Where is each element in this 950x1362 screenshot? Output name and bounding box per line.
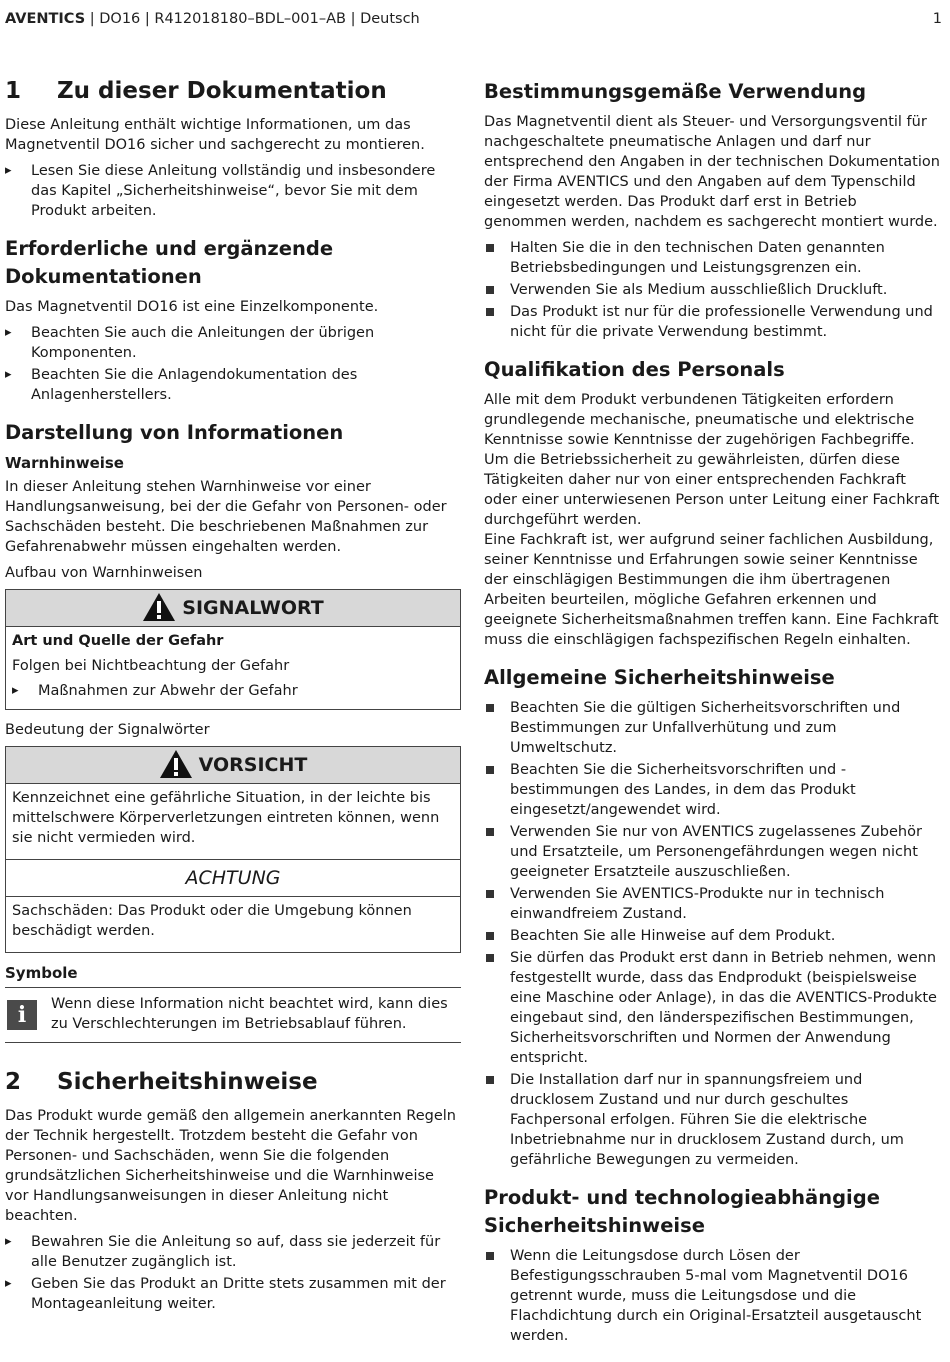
signalwort-line-1: Art und Quelle der Gefahr <box>12 633 224 649</box>
list-item: Wenn die Leitungsdose durch Lösen der Befestigungsschrauben 5-mal vom Magnetventil DO16 getrennt wurde, muss die Leitungsdose und die Flachdichtung durch ein Original-Ersatzteil ausgetauscht werden. <box>484 1246 942 1346</box>
list-item: ▸ Bewahren Sie die Anleitung so auf, dass sie jederzeit für alle Benutzer zugänglich ist. <box>5 1232 461 1272</box>
info-note <box>5 987 461 1043</box>
signalwort-list <box>12 681 454 701</box>
doc-heading: Erforderliche und ergänzende Dokumentationen <box>5 237 334 288</box>
vorsicht-text: Kennzeichnet eine gefährliche Situation, in der leichte bis mittelschwere Körperverletzungen eintreten können, wenn sie nicht vermieden wird. <box>12 790 440 846</box>
vorsicht-label: VORSICHT <box>198 754 308 776</box>
bv-heading: Bestimmungsgemäße Verwendung <box>484 80 867 103</box>
section-2-paragraph: Das Produkt wurde gemäß den allgemein anerkannten Regeln der Technik hergestellt. Trotzdem besteht die Gefahr von Personen- und Sachschäden, wenn Sie die folgenden grundsätzlichen Sicherheitshinweise und die Warnhinweise vor Handlungsanweisungen in dieser Anleitung nicht beachten. <box>5 1108 456 1224</box>
list-item: ▸ Beachten Sie die Anlagendokumentation des Anlagenherstellers. <box>5 365 461 405</box>
bv-list <box>484 238 942 342</box>
list-item: Beachten Sie die gültigen Sicherheitsvorschriften und Bestimmungen zur Unfallverhütung und zum Umweltschutz. <box>484 698 942 758</box>
list-item: Sie dürfen das Produkt erst dann in Betrieb nehmen, wenn festgestellt wurde, dass das Endprodukt (beispielsweise eine Maschine oder Anlage), in das die AVENTICS-Produkte eingebaut sind, den länderspezifischen Bestimmungen, Sicherheitsvorschriften und Normen der Anwendung entspricht. <box>484 948 942 1068</box>
allgemeine-heading: Allgemeine Sicherheitshinweise <box>484 666 835 689</box>
header-doc-info: | DO16 | R412018180–BDL–001–AB | Deutsch <box>85 11 420 27</box>
warn-paragraph: In dieser Anleitung stehen Warnhinweise vor einer Handlungsanweisung, bei der die Gefahr von Personen- oder Sachschäden besteht. Die beschriebenen Maßnahmen zur Gefahrenabwehr müssen eingehalten werden. <box>5 479 447 555</box>
section-1-intro: Diese Anleitung enthält wichtige Informationen, um das Magnetventil DO16 sicher und sachgerecht zu montieren. <box>5 117 425 153</box>
right-column <box>484 78 942 1352</box>
vorsicht-header <box>6 747 460 784</box>
section-2-list <box>5 1232 461 1314</box>
section-2-number: 2 <box>5 1069 22 1095</box>
produkt-list <box>484 1246 942 1346</box>
warning-triangle-icon <box>142 592 176 622</box>
aufbau-label: Aufbau von Warnhinweisen <box>5 565 203 581</box>
bedeutung-label: Bedeutung der Signalwörter <box>5 722 210 738</box>
page-number: 1 <box>932 11 942 27</box>
section-1-heading <box>5 76 461 106</box>
qualifikation-heading: Qualifikation des Personals <box>484 358 785 381</box>
list-item: ▸ Beachten Sie auch die Anleitungen der übrigen Komponenten. <box>5 323 461 363</box>
qualifikation-paragraph-1: Alle mit dem Produkt verbundenen Tätigkeiten erfordern grundlegende mechanische, pneumatische und elektrische Kenntnisse sowie Kenntnisse der zugehörigen Fachbegriffe. Um die Betriebssicherheit zu gewährleisten, dürfen diese Tätigkeiten daher nur von einer entsprechenden Fachkraft oder einer unterwiesenen Person unter Leitung einer Fachkraft durchgeführt werden. <box>484 392 940 528</box>
doc-paragraph: Das Magnetventil DO16 ist eine Einzelkomponente. <box>5 299 379 315</box>
signalwort-label: SIGNALWORT <box>182 597 324 619</box>
header-brand: AVENTICS <box>5 11 86 27</box>
list-item: Beachten Sie alle Hinweise auf dem Produkt. <box>484 926 942 946</box>
left-column <box>5 76 461 1320</box>
warn-subheading: Warnhinweise <box>5 454 124 472</box>
list-item: Halten Sie die in den technischen Daten genannten Betriebsbedingungen und Leistungsgrenzen ein. <box>484 238 942 278</box>
warning-triangle-icon <box>159 749 193 779</box>
section-2-heading <box>5 1067 461 1097</box>
section-1-title: Zu dieser Dokumentation <box>57 78 387 104</box>
list-item: Verwenden Sie AVENTICS-Produkte nur in technisch einwandfreiem Zustand. <box>484 884 942 924</box>
list-item: ▸ Maßnahmen zur Abwehr der Gefahr <box>12 681 454 701</box>
page-header <box>5 9 942 31</box>
list-item: Die Installation darf nur in spannungsfreiem und drucklosem Zustand und nur durch geschultes Fachpersonal erfolgen. Führen Sie die elektrische Inbetriebnahme nur in drucklosem Zustand durch, um gefährliche Bewegungen zu vermeiden. <box>484 1070 942 1170</box>
vorsicht-box <box>5 746 461 953</box>
bv-paragraph: Das Magnetventil dient als Steuer- und Versorgungsventil für nachgeschaltete pneumatische Anlagen und darf nur entsprechend den Angaben in der technischen Dokumentation der Firma AVENTICS und den Angaben auf dem Typenschild eingesetzt werden. Das Produkt darf erst in Betrieb genommen werden, nachdem es sachgerecht montiert wurde. <box>484 114 940 230</box>
symbole-heading: Symbole <box>5 964 78 982</box>
info-icon: i <box>7 1000 37 1030</box>
produkt-heading: Produkt- und technologieabhängige Sicherheitshinweise <box>484 1186 880 1237</box>
section-2-title: Sicherheitshinweise <box>57 1069 318 1095</box>
allgemeine-list <box>484 698 942 1170</box>
list-item: ▸ Geben Sie das Produkt an Dritte stets zusammen mit der Montageanleitung weiter. <box>5 1274 461 1314</box>
achtung-text: Sachschäden: Das Produkt oder die Umgebung können beschädigt werden. <box>12 903 412 939</box>
signalwort-box <box>5 589 461 710</box>
list-item: Verwenden Sie als Medium ausschließlich Druckluft. <box>484 280 942 300</box>
info-note-text: Wenn diese Information nicht beachtet wird, kann dies zu Verschlechterungen im Betriebsablauf führen. <box>51 996 448 1032</box>
info-heading: Darstellung von Informationen <box>5 421 344 444</box>
list-item: ▸ Lesen Sie diese Anleitung vollständig und insbesondere das Kapitel „Sicherheitshinweise“, bevor Sie mit dem Produkt arbeiten. <box>5 161 461 221</box>
achtung-header <box>6 860 460 897</box>
list-item: Das Produkt ist nur für die professionelle Verwendung und nicht für die private Verwendung bestimmt. <box>484 302 942 342</box>
qualifikation-paragraph-2: Eine Fachkraft ist, wer aufgrund seiner fachlichen Ausbildung, seiner Kenntnisse und Erfahrungen sowie seiner Kenntnisse der einschlägigen Bestimmungen die ihm übertragenen Arbeiten beurteilen, mögliche Gefahren erkennen und geeignete Sicherheitsmaßnahmen treffen kann. Eine Fachkraft muss die einschlägigen fachspezifischen Regeln einhalten. <box>484 532 939 648</box>
signalwort-header <box>6 590 460 627</box>
list-item: Verwenden Sie nur von AVENTICS zugelassenes Zubehör und Ersatzteile, um Personengefährdungen wegen nicht geeigneter Ersatzteile auszuschließen. <box>484 822 942 882</box>
achtung-label: ACHTUNG <box>185 867 281 889</box>
section-1-list <box>5 161 461 221</box>
doc-list <box>5 323 461 405</box>
signalwort-line-2: Folgen bei Nichtbeachtung der Gefahr <box>12 658 290 674</box>
list-item: Beachten Sie die Sicherheitsvorschriften und -bestimmungen des Landes, in dem das Produkt eingesetzt/angewendet wird. <box>484 760 942 820</box>
section-1-number: 1 <box>5 78 22 104</box>
